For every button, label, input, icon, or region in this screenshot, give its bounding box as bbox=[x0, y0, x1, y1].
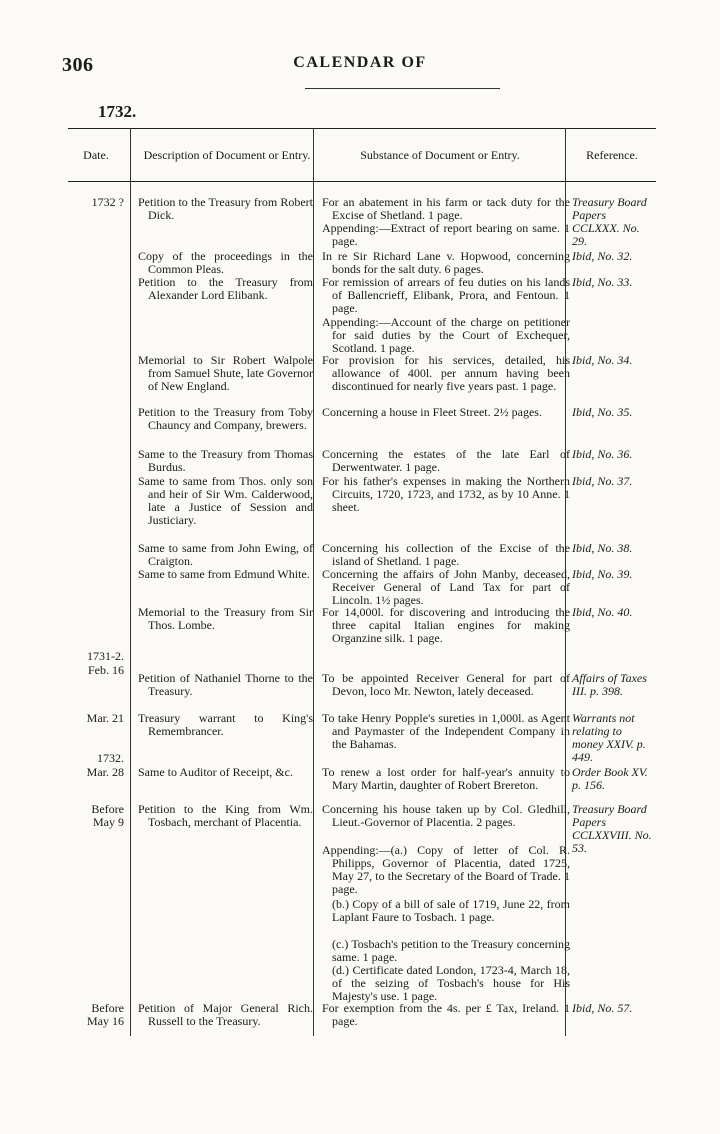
entry-substance: For his father's expenses in making the Northern Circuits, 1720, 1723, and 1732, as by 10 Anne. 1 sheet. bbox=[322, 474, 570, 514]
entry-appending: Appending:—Account of the charge on petitioner for said duties by the Court of Exchequer, Scotland. 1 page. bbox=[322, 315, 570, 355]
entry-reference: Ibid, No. 33. bbox=[572, 275, 633, 289]
entry-reference: Ibid, No. 38. bbox=[572, 541, 633, 555]
entry-reference: Ibid, No. 32. bbox=[572, 249, 633, 263]
entry-appending-c: (c.) Tosbach's petition to the Treasury concerning same. 1 page. bbox=[332, 937, 570, 964]
entry-appending: Appending:—Extract of report bearing on same. 1 page. bbox=[322, 221, 570, 248]
entry-description: Treasury warrant to King's Remembrancer. bbox=[138, 711, 313, 738]
entry-date-year: 1731-2. bbox=[87, 649, 124, 663]
entry-description: Petition to the King from Wm. Tosbach, merchant of Placentia. bbox=[138, 802, 313, 829]
entry-description: Petition to the Treasury from Alexander Lord Elibank. bbox=[138, 275, 313, 302]
entry-substance: For exemption from the 4s. per £ Tax, Ireland. 1 page. bbox=[322, 1001, 570, 1028]
entry-description: Same to same from Edmund White. bbox=[138, 567, 310, 581]
column-divider bbox=[313, 128, 314, 1036]
entry-substance: For provision for his services, detailed, his allowance of 400l. per annum having been discontinued for nearly five years past. 1 page. bbox=[322, 353, 570, 393]
entry-description: Same to the Treasury from Thomas Burdus. bbox=[138, 447, 313, 474]
table-header bbox=[68, 128, 656, 182]
entry-reference: Affairs of Taxes III. p. 398. bbox=[572, 671, 647, 698]
entry-description: Memorial to Sir Robert Walpole from Samuel Shute, late Governor of New England. bbox=[138, 353, 313, 393]
entry-date: Before May 16 bbox=[87, 1001, 124, 1028]
divider bbox=[305, 88, 500, 89]
running-head: CALENDAR OF bbox=[293, 54, 427, 71]
entry-reference: Ibid, No. 34. bbox=[572, 353, 633, 367]
entry-reference: Warrants not relating to money XXIV. p. 449. bbox=[572, 711, 646, 764]
entry-substance: For an abatement in his farm or tack duty for the Excise of Shetland. 1 page. bbox=[322, 195, 570, 222]
entry-date: 1732 ? bbox=[91, 195, 124, 209]
entry-substance: Concerning his house taken up by Col. Gledhill, Lieut.-Governor of Placentia. 2 pages. bbox=[322, 802, 570, 829]
entry-substance: Concerning the affairs of John Manby, deceased, Receiver General of Land Tax for part of Lincoln. 1½ pages. bbox=[322, 567, 570, 607]
header-reference: Reference. bbox=[586, 148, 638, 162]
entry-description: Petition of Major General Rich. Russell to the Treasury. bbox=[138, 1001, 313, 1028]
entry-description: Petition to the Treasury from Robert Dick. bbox=[138, 195, 313, 222]
entry-description: Same to Auditor of Receipt, &c. bbox=[138, 765, 293, 779]
entry-reference: Ibid, No. 39. bbox=[572, 567, 633, 581]
entry-reference: Treasury Board Papers CCLXXX. No. 29. bbox=[572, 195, 647, 248]
entry-description: Same to same from John Ewing, of Craigton. bbox=[138, 541, 313, 568]
entry-appending: Appending:—(a.) Copy of letter of Col. R. Philipps, Governor of Placentia, dated 1725, May 27, to the Secretary of the Board of Trade. 1 page. bbox=[322, 843, 570, 896]
entry-reference: Ibid, No. 57. bbox=[572, 1001, 633, 1015]
entry-description: Copy of the proceedings in the Common Pleas. bbox=[138, 249, 313, 276]
entry-substance: Concerning the estates of the late Earl of Derwentwater. 1 page. bbox=[322, 447, 570, 474]
entry-description: Petition of Nathaniel Thorne to the Treasury. bbox=[138, 671, 313, 698]
entry-reference: Ibid, No. 40. bbox=[572, 605, 633, 619]
entry-appending-d: (d.) Certificate dated London, 1723-4, March 18, of the seizing of Tosbach's house for His Majesty's use. 1 page. bbox=[332, 963, 570, 1003]
page-number: 306 bbox=[62, 54, 94, 76]
entry-substance: Concerning his collection of the Excise of the island of Shetland. 1 page. bbox=[322, 541, 570, 568]
entry-date: Mar. 21 bbox=[86, 711, 124, 725]
entry-reference: Treasury Board Papers CCLXXVIII. No. 53. bbox=[572, 802, 652, 855]
entry-substance: To be appointed Receiver General for part of Devon, loco Mr. Newton, lately deceased. bbox=[322, 671, 570, 698]
entry-description: Petition to the Treasury from Toby Chauncy and Company, brewers. bbox=[138, 405, 313, 432]
entry-substance: Concerning a house in Fleet Street. 2½ pages. bbox=[322, 405, 542, 419]
header-description: Description of Document or Entry. bbox=[143, 148, 311, 162]
entry-appending-b: (b.) Copy of a bill of sale of 1719, June 22, from Laplant Faure to Tosbach. 1 page. bbox=[332, 897, 570, 924]
entry-date: Before May 9 bbox=[91, 802, 124, 829]
entry-reference: Order Book XV. p. 156. bbox=[572, 765, 648, 792]
entry-substance: To take Henry Popple's sureties in 1,000l. as Agent and Paymaster of the Independent Company in the Bahamas. bbox=[322, 711, 570, 751]
entry-substance: For 14,000l. for discovering and introducing the three capital Italian engines for making Organzine silk. 1 page. bbox=[322, 605, 570, 645]
header-substance: Substance of Document or Entry. bbox=[360, 148, 520, 162]
entry-description: Same to same from Thos. only son and heir of Sir Wm. Calderwood, late a Justice of Session and Justiciary. bbox=[138, 474, 313, 527]
entry-description: Memorial to the Treasury from Sir Thos. Lombe. bbox=[138, 605, 313, 632]
entry-date-year: 1732. bbox=[97, 751, 124, 765]
header-date: Date. bbox=[83, 148, 109, 162]
year-heading: 1732. bbox=[98, 102, 137, 121]
entry-reference: Ibid, No. 37. bbox=[572, 474, 633, 488]
entry-reference: Ibid, No. 36. bbox=[572, 447, 633, 461]
column-divider bbox=[130, 128, 131, 1036]
entry-substance: In re Sir Richard Lane v. Hopwood, concerning bonds for the salt duty. 6 pages. bbox=[322, 249, 570, 276]
entry-date: Feb. 16 bbox=[88, 663, 124, 677]
entry-date: Mar. 28 bbox=[86, 765, 124, 779]
entry-substance: For remission of arrears of feu duties on his lands of Ballencrieff, Elibank, Prora, and Fentoun. 1 page. bbox=[322, 275, 570, 315]
entry-substance: To renew a lost order for half-year's annuity to Mary Martin, daughter of Robert Brereton. bbox=[322, 765, 570, 792]
entry-reference: Ibid, No. 35. bbox=[572, 405, 633, 419]
